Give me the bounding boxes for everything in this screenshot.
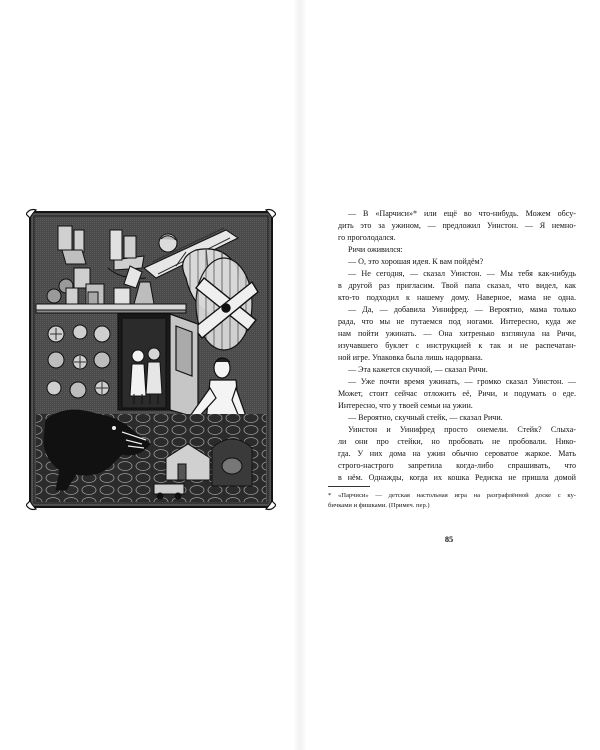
body-text: [328, 208, 576, 484]
text-line: рада, что мы не путаемся под ногами. Интересно, куда же: [338, 317, 576, 327]
text-line: Уинстон и Уинифред просто онемели. Стейк? Слыха-: [348, 425, 576, 435]
text-line: ли они про стейки, но пробовать не пробовали. Нико-: [338, 437, 576, 447]
text-line: Интересно, что у твоей семьи на ужин.: [338, 401, 473, 411]
page-number: 85: [444, 535, 454, 544]
text-line: нам пойти ужинать. — Она хитренько взглянула на Ричи,: [338, 329, 576, 339]
footnote-line: * «Парчиси» — детская настольная игра на разграфлённой доске с ку-: [328, 492, 576, 499]
text-line: — О, это хорошая идея. К вам пойдём?: [348, 257, 484, 267]
text-line: строго-настрого запретила когда-либо спрашивать, что: [338, 461, 576, 471]
text-line: — В «Парчиси»* или ещё во что-нибудь. Можем обсу-: [348, 209, 576, 218]
text-line: в нём. Однажды, когда их кошка Редиска не пришла домой: [338, 473, 576, 483]
text-line: гда. У них дома на ужин обычно сероватое жаркое. Мать: [338, 449, 576, 459]
text-line: Может, стоит сейчас отложить её, Ричи, и подумать о еде.: [338, 389, 576, 399]
shelf-balls: [47, 325, 110, 398]
text-line: ной игре. Упаковка была лишь надорвана.: [338, 353, 483, 363]
illustration: [26, 208, 276, 511]
text-line: кто-то подходил к нашему дому. Наверное, мама не одна.: [338, 293, 576, 303]
text-line: — Уже почти время ужинать, — громко сказал Уинстон. —: [348, 377, 576, 387]
text-line: дить это за ужином, — предложил Уинстон. — Я немно-: [338, 221, 576, 231]
text-line: — Не сегодня, — сказал Уинстон. — Мы тебя как-нибудь: [348, 269, 576, 279]
text-line: — Да, — добавила Уинифред. — Вероятно, мама только: [348, 305, 576, 315]
text-line: Ричи оживился:: [348, 245, 403, 255]
footnote-rule: [328, 486, 370, 487]
footnote: [328, 491, 576, 511]
text-line: — Эта кажется скучной, — сказал Ричи.: [348, 365, 488, 375]
text-line: в другой раз пригласим. Твой папа сказал, что видел, как: [338, 281, 576, 291]
book-gutter: [293, 0, 307, 750]
illustration-art: [26, 208, 276, 511]
text-column: [328, 208, 576, 484]
text-line: — Вероятно, скучный стейк, — сказал Ричи.: [348, 413, 503, 423]
text-line: изучавшего буклет с инструкцией к так и не распечатан-: [338, 341, 576, 351]
text-line: го проголодался.: [338, 233, 396, 243]
footnote-line: бичками и фишками. (Примеч. пер.): [328, 502, 430, 509]
